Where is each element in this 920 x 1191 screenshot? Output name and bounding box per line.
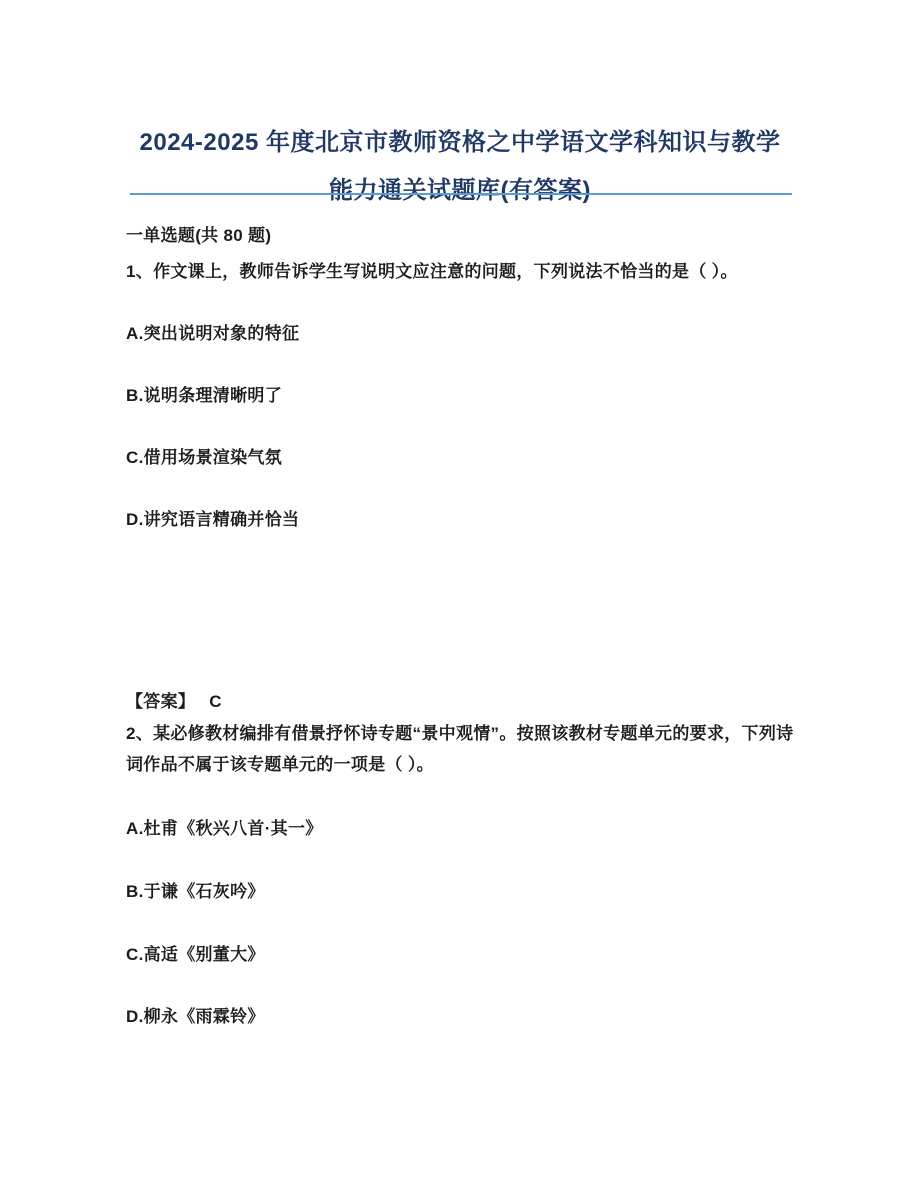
title-divider — [130, 193, 792, 195]
option-label: A. — [126, 324, 144, 343]
option-text: 借用场景渲染气氛 — [143, 448, 283, 467]
question-1-option-b — [126, 383, 796, 409]
question-1-option-d — [126, 507, 796, 533]
question-1-option-a — [126, 321, 796, 347]
option-label: C. — [126, 448, 144, 467]
question-1-text: 作文课上，教师告诉学生写说明文应注意的问题，下列说法不恰当的是（ ）。 — [153, 262, 738, 281]
document-title — [123, 119, 797, 215]
question-2-number: 2、 — [126, 724, 154, 743]
option-text: 杜甫《秋兴八首·其一》 — [143, 819, 323, 838]
question-2-option-a — [126, 816, 796, 842]
option-label: B. — [126, 386, 144, 405]
document-title-line-2: 能力通关试题库(有答案) — [329, 177, 591, 205]
section-heading: 一单选题(共 80 题) — [126, 226, 272, 245]
question-2-option-b — [126, 879, 796, 905]
question-1-number: 1、 — [126, 262, 154, 281]
option-label: A. — [126, 819, 144, 838]
option-text: 于谦《石灰吟》 — [143, 882, 265, 901]
question-1-option-c — [126, 445, 796, 471]
question-2-option-c — [126, 942, 796, 968]
question-1-answer-row — [126, 689, 796, 715]
question-1-stem — [126, 256, 796, 287]
option-label: B. — [126, 882, 144, 901]
question-2-option-d — [126, 1004, 796, 1030]
question-2-text: 某必修教材编排有借景抒怀诗专题“景中观情”。按照该教材专题单元的要求，下列诗词作品不属于该专题单元的一项是（ ）。 — [126, 724, 794, 774]
answer-label: 【答案】 — [126, 692, 196, 711]
answer-value: C — [209, 692, 222, 711]
document-title-line-1: 2024-2025 年度北京市教师资格之中学语文学科知识与教学 — [139, 129, 781, 157]
option-text: 柳永《雨霖铃》 — [143, 1007, 265, 1026]
option-text: 讲究语言精确并恰当 — [143, 510, 300, 529]
option-label: D. — [126, 1007, 144, 1026]
option-label: C. — [126, 945, 144, 964]
option-label: D. — [126, 510, 144, 529]
question-2-stem — [126, 718, 796, 780]
option-text: 突出说明对象的特征 — [143, 324, 300, 343]
option-text: 说明条理清晰明了 — [143, 386, 283, 405]
option-text: 高适《别董大》 — [143, 945, 265, 964]
